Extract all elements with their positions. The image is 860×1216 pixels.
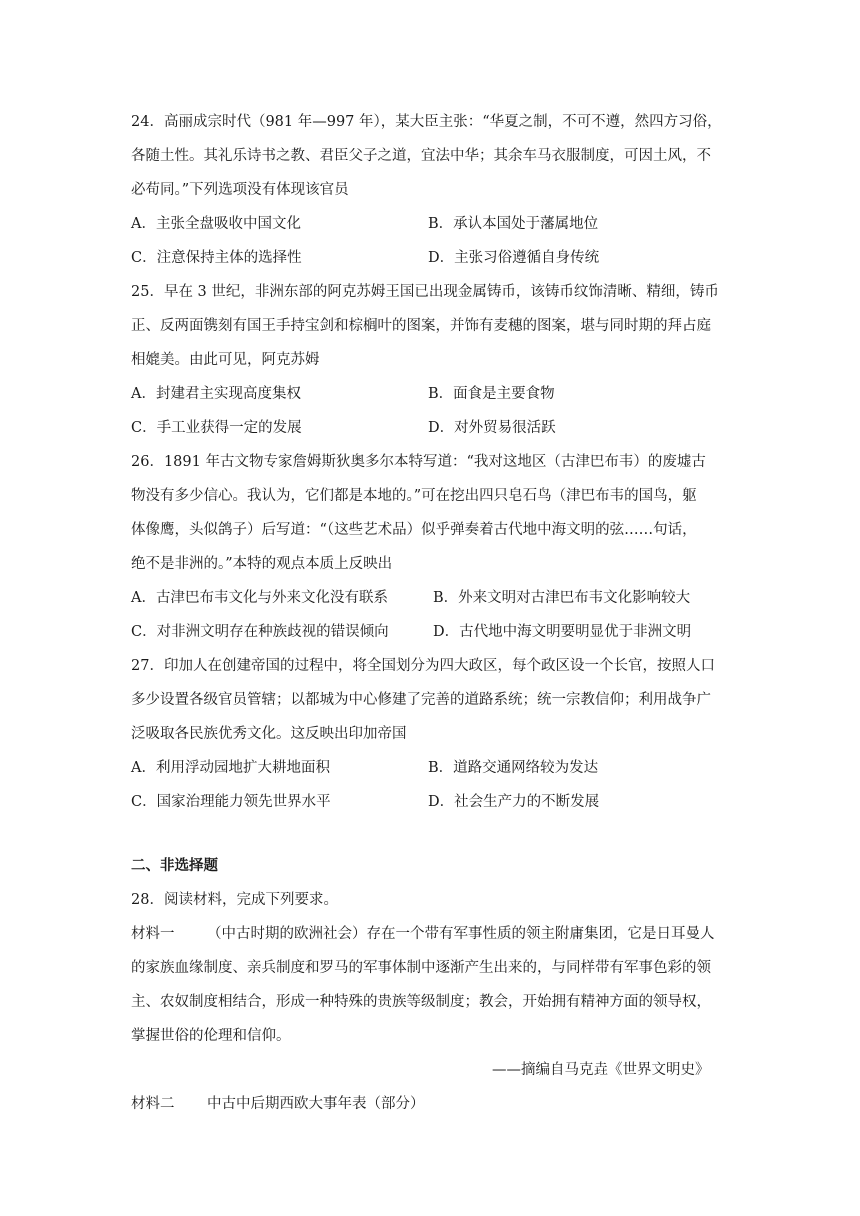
q27-option-c: C．国家治理能力领先世界水平 xyxy=(131,794,331,810)
material2-text: 中古中后期西欧大事年表（部分） xyxy=(207,1096,425,1112)
q26-stem-line-2: 物没有多少信心。我认为，它们都是本地的。”可在挖出四只皂石鸟（津巴布韦的国鸟，躯 xyxy=(131,488,697,504)
q25-option-a: A．封建君主实现高度集权 xyxy=(131,386,301,402)
q25-options-row-2 xyxy=(131,419,751,437)
q25-option-b: B．面食是主要食物 xyxy=(428,386,555,402)
section-heading: 二、非选择题 xyxy=(131,858,218,874)
q24-options-row-2 xyxy=(131,249,751,267)
q26-options-row-1 xyxy=(131,589,751,607)
q27-option-d: D．社会生产力的不断发展 xyxy=(428,794,600,810)
q25-options-row-1 xyxy=(131,385,751,403)
q24-stem-line-1: 24．高丽成宗时代（981 年—997 年），某大臣主张：“华夏之制，不可不遵，然四方习俗， xyxy=(131,114,722,130)
q28-intro: 28．阅读材料，完成下列要求。 xyxy=(131,892,338,908)
q26-option-b: B．外来文明对古津巴布韦文化影响较大 xyxy=(433,590,691,606)
q27-options-row-2 xyxy=(131,793,751,811)
q25-stem-line-3: 相媲美。由此可见，阿克苏姆 xyxy=(131,352,320,368)
q24-option-b: B．承认本国处于藩属地位 xyxy=(428,216,599,232)
q27-option-a: A．利用浮动园地扩大耕地面积 xyxy=(131,760,330,776)
q27-option-b: B．道路交通网络较为发达 xyxy=(428,760,599,776)
q27-stem-line-3: 泛吸取各民族优秀文化。这反映出印加帝国 xyxy=(131,726,407,742)
q27-options-row-1 xyxy=(131,759,751,777)
q24-stem-line-2: 各随土性。其礼乐诗书之教、君臣父子之道，宜法中华；其余车马衣服制度，可因土风，不 xyxy=(131,148,711,164)
q26-options-row-2 xyxy=(131,623,751,641)
material1-line-2: 的家族血缘制度、亲兵制度和罗马的军事体制中逐渐产生出来的，与同样带有军事色彩的领 xyxy=(131,960,711,976)
q24-options-row-1 xyxy=(131,215,751,233)
q25-option-c: C．手工业获得一定的发展 xyxy=(131,420,302,436)
q25-option-d: D．对外贸易很活跃 xyxy=(428,420,556,436)
q26-option-c: C．对非洲文明存在种族歧视的错误倾向 xyxy=(131,624,389,640)
q24-option-d: D．主张习俗遵循自身传统 xyxy=(428,250,600,266)
material2-label: 材料二 xyxy=(131,1096,175,1112)
q26-stem-line-4: 绝不是非洲的。”本特的观点本质上反映出 xyxy=(131,556,393,572)
material1-line-4: 掌握世俗的伦理和信仰。 xyxy=(131,1028,291,1044)
material1-source: ——摘编自马克垚《世界文明史》 xyxy=(492,1062,710,1078)
material1-label: 材料一 xyxy=(131,926,175,942)
q25-stem-line-1: 25．早在 3 世纪，非洲东部的阿克苏姆王国已出现金属铸币，该铸币纹饰清晰、精细，铸币 xyxy=(131,284,719,300)
q26-option-a: A．古津巴布韦文化与外来文化没有联系 xyxy=(131,590,388,606)
q26-option-d: D．古代地中海文明要明显优于非洲文明 xyxy=(433,624,692,640)
q26-stem-line-3: 体像鹰，头似鸽子）后写道：“（这些艺术品）似乎弹奏着古代地中海文明的弦……句话， xyxy=(131,522,697,538)
q24-option-a: A．主张全盘吸收中国文化 xyxy=(131,216,301,232)
q27-stem-line-2: 多少设置各级官员管辖；以都城为中心修建了完善的道路系统；统一宗教信仰；利用战争广 xyxy=(131,692,711,708)
q26-stem-line-1: 26．1891 年古文物专家詹姆斯狄奥多尔本特写道：“我对这地区（古津巴布韦）的废墟古 xyxy=(131,454,706,470)
q24-stem-line-3: 必苟同。”下列选项没有体现该官员 xyxy=(131,182,349,198)
q24-option-c: C．注意保持主体的选择性 xyxy=(131,250,302,266)
material1-line-1: （中古时期的欧洲社会）存在一个带有军事性质的领主附庸集团，它是日耳曼人 xyxy=(207,926,715,942)
material1-line-3: 主、农奴制度相结合，形成一种特殊的贵族等级制度；教会，开始拥有精神方面的领导权， xyxy=(131,994,711,1010)
q27-stem-line-1: 27．印加人在创建帝国的过程中，将全国划分为四大政区，每个政区设一个长官，按照人口 xyxy=(131,658,715,674)
q25-stem-line-2: 正、反两面镌刻有国王手持宝剑和棕榈叶的图案，并饰有麦穗的图案，堪与同时期的拜占庭 xyxy=(131,318,711,334)
